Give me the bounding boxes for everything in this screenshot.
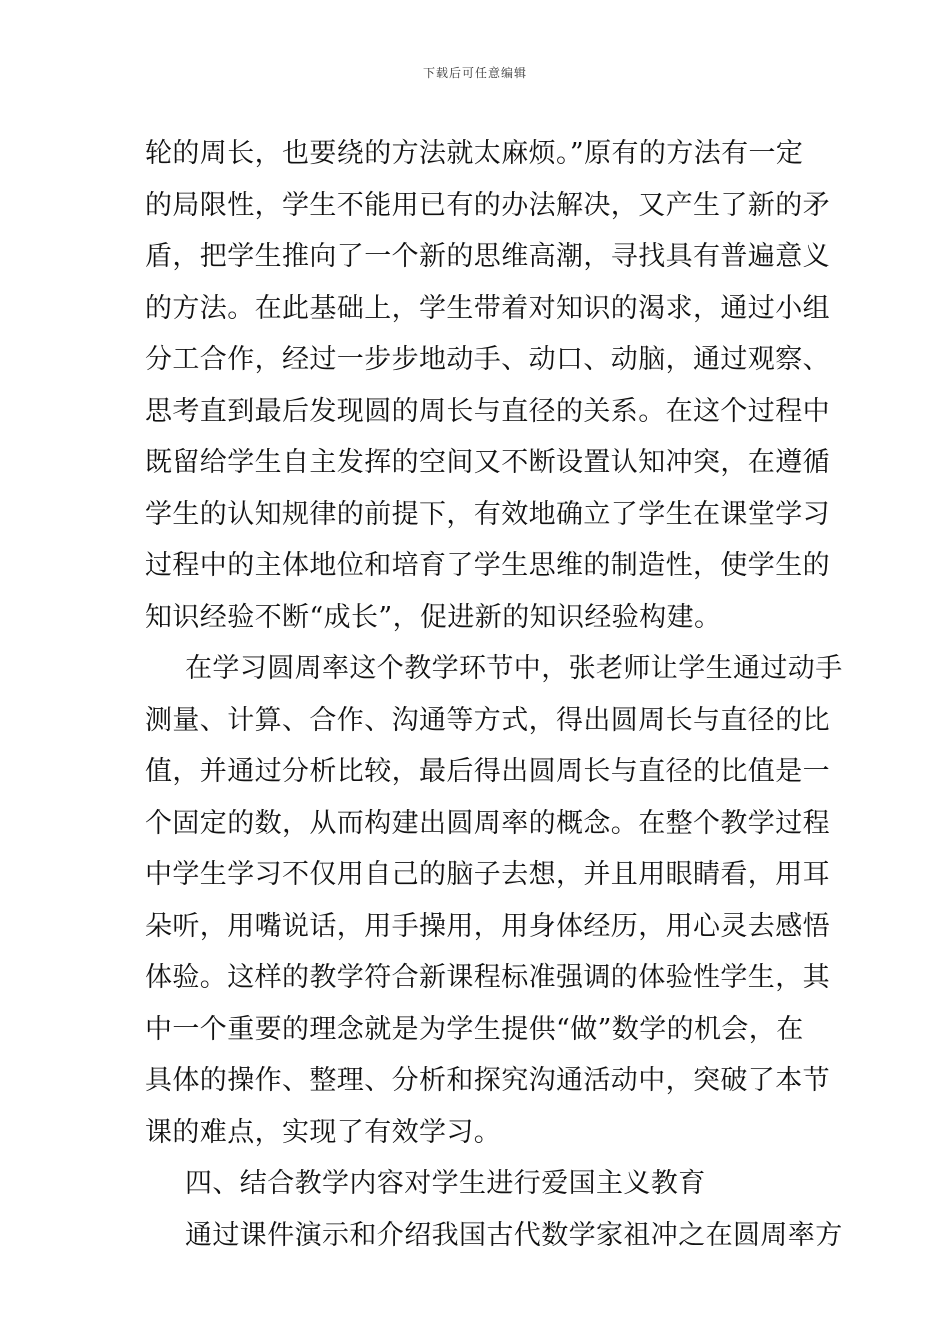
text-line: 中学生学习不仅用自己的脑子去想，并且用眼睛看，用耳: [145, 859, 830, 890]
text-line: 的局限性，学生不能用已有的办法解决，又产生了新的矛: [145, 189, 830, 221]
text-line: 思考直到最后发现圆的周长与直径的关系。在这个过程中: [145, 395, 830, 427]
text-line: 知识经验不断“成长”，促进新的知识经验构建。: [145, 601, 722, 633]
paragraph-start-line: 在学习圆周率这个教学环节中，张老师让学生通过动手: [185, 653, 843, 684]
document-body: [145, 128, 843, 1261]
text-line: 朵听，用嘴说话，用手操用，用身体经历，用心灵去感悟: [145, 910, 830, 942]
text-line: 中一个重要的理念就是为学生提供“做”数学的机会，在: [145, 1013, 804, 1045]
paragraph-start-line: 通过课件演示和介绍我国古代数学家祖冲之在圆周率方: [185, 1219, 843, 1251]
section-heading: 四、结合教学内容对学生进行爱国主义教育: [185, 1168, 706, 1199]
text-line: 学生的认知规律的前提下，有效地确立了学生在课堂学习: [145, 498, 830, 530]
text-line: 个固定的数，从而构建出圆周率的概念。在整个教学过程: [145, 807, 830, 839]
text-line: 盾，把学生推向了一个新的思维高潮，寻找具有普遍意义: [145, 241, 830, 272]
text-line: 测量、计算、合作、沟通等方式，得出圆周长与直径的比: [145, 704, 830, 736]
page-header: 下载后可任意编辑: [422, 66, 527, 80]
text-line: 具体的操作、整理、分析和探究沟通活动中，突破了本节: [145, 1065, 830, 1096]
text-line: 的方法。在此基础上，学生带着对知识的渴求，通过小组: [145, 292, 830, 324]
text-line: 体验。这样的教学符合新课程标准强调的体验性学生，其: [145, 962, 830, 993]
text-line: 轮的周长，也要绕的方法就太麻烦。”原有的方法有一定: [145, 138, 804, 169]
text-line: 过程中的主体地位和培育了学生思维的制造性，使学生的: [145, 550, 830, 581]
text-line: 分工合作，经过一步步地动手、动口、动脑，通过观察、: [145, 344, 830, 375]
text-line: 值，并通过分析比较，最后得出圆周长与直径的比值是一: [145, 756, 830, 787]
text-line: 课的难点，实现了有效学习。: [145, 1116, 502, 1148]
text-line: 既留给学生自主发挥的空间又不断设置认知冲突，在遵循: [145, 447, 830, 478]
